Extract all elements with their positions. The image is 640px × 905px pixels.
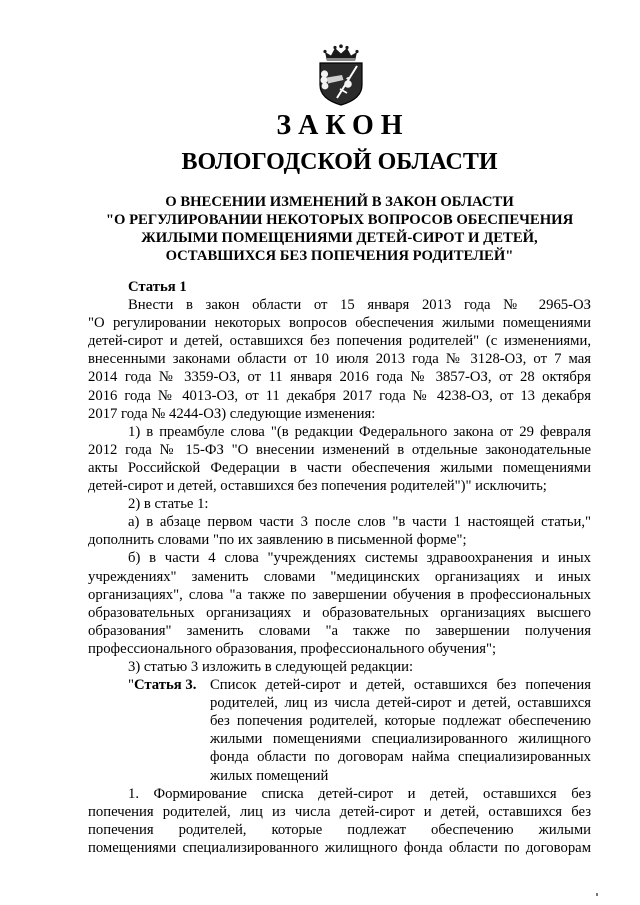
text-line: 3) статью 3 изложить в следующей редакции: — [128, 658, 414, 675]
text-line: помещениями специализированного жилищного фонда области по договорам — [88, 839, 591, 856]
text-line: "О регулировании некоторых вопросов обеспечения жилыми помещениями — [88, 315, 591, 332]
text-line: детей-сирот и детей, оставшихся без попечения родителей")" исключить; — [88, 478, 547, 495]
article-heading: Статья 1 — [128, 279, 187, 295]
text-line: жилыми помещениями специализированного жилищного — [210, 731, 591, 748]
text-line: попечения родителей, которые подлежат обеспечению жилыми — [88, 821, 591, 838]
text-line: организациях", слова "а также по завершении обучения в профессиональных — [88, 586, 591, 603]
text-line: 2017 года № 4244-ОЗ) следующие изменения: — [88, 405, 376, 422]
new-article-3 — [88, 676, 591, 785]
region-title: ВОЛОГОДСКОЙ ОБЛАСТИ — [181, 149, 498, 175]
new-article-3-number: Статья 3. — [134, 677, 197, 694]
text-line: а) в абзаце первом части 3 после слов "в части 1 настоящей статьи," — [128, 514, 591, 531]
subtitle-line: ЖИЛЫМИ ПОМЕЩЕНИЯМИ ДЕТЕЙ-СИРОТ И ДЕТЕЙ, — [141, 230, 538, 247]
text-line: дополнить словами "по их заявлению в письменной форме"; — [88, 532, 467, 549]
text-line: Список детей-сирот и детей, оставшихся без попечения — [210, 677, 591, 694]
text-line: внесенными законами области от 10 июля 2013 года № 3128-ОЗ, от 7 мая — [88, 351, 591, 368]
text-line: 2012 года № 15-ФЗ "О внесении изменений в отдельные законодательные — [88, 441, 591, 458]
subtitle-line: "О РЕГУЛИРОВАНИИ НЕКОТОРЫХ ВОПРОСОВ ОБЕСПЕЧЕНИЯ — [105, 212, 574, 229]
text-line: попечения родителей, лиц из числа детей-сирот и детей, оставшихся без — [88, 803, 591, 820]
text-line: родителей, лиц из числа детей-сирот и детей, оставшихся — [210, 695, 591, 712]
text-line: 2014 года № 3359-ОЗ, от 11 января 2016 года № 3857-ОЗ, от 28 октября — [88, 369, 591, 386]
text-line: 1) в преамбуле слова "(в редакции Федерального закона от 29 февраля — [128, 423, 591, 440]
text-line: 2016 года № 4013-ОЗ, от 11 декабря 2017 года № 4238-ОЗ, от 13 декабря — [88, 387, 591, 404]
text-line: 2) в статье 1: — [128, 496, 209, 513]
shield-icon — [320, 63, 362, 105]
new-article-3-label — [128, 676, 210, 694]
text-line: фонда области по договорам найма специализированных — [210, 749, 591, 766]
vologda-coat-of-arms-icon — [315, 44, 367, 106]
new-article-3-title — [210, 676, 591, 785]
subtitle-line: О ВНЕСЕНИИ ИЗМЕНЕНИЙ В ЗАКОН ОБЛАСТИ — [165, 194, 514, 210]
opening-quote: " — [128, 677, 134, 694]
text-line: без попечения родителей, которые подлежат обеспечению — [210, 713, 591, 730]
law-subtitle — [88, 193, 591, 265]
crown-icon — [323, 44, 358, 61]
text-line: образования" заменить словами "а также по завершении получения — [88, 622, 591, 639]
text-line: образовательных организациях и образовательных организациях высшего — [88, 604, 591, 621]
text-line: 1. Формирование списка детей-сирот и детей, оставшихся без — [128, 785, 591, 802]
text-line: жилых помещений — [210, 767, 329, 784]
text-line: профессионального образования, профессионального обучения"; — [88, 640, 497, 657]
scan-speck — [596, 893, 598, 896]
text-line: детей-сирот и детей, оставшихся без попечения родителей" (с изменениями, — [88, 333, 591, 350]
text-line: учреждениях" заменить словами "медицинских организациях и иных — [88, 568, 591, 585]
coat-of-arms-graphic — [315, 44, 367, 106]
text-line: Внести в закон области от 15 января 2013 года № 2965-ОЗ — [128, 297, 591, 314]
text-line: акты Российской Федерации в части обеспечения жилыми помещениями — [88, 459, 591, 476]
text-line: б) в части 4 слова "учреждениях системы здравоохранения и иных — [128, 550, 591, 567]
subtitle-line: ОСТАВШИХСЯ БЕЗ ПОПЕЧЕНИЯ РОДИТЕЛЕЙ" — [165, 248, 514, 265]
article-1 — [88, 278, 591, 857]
law-title: ЗАКОН — [276, 110, 410, 141]
